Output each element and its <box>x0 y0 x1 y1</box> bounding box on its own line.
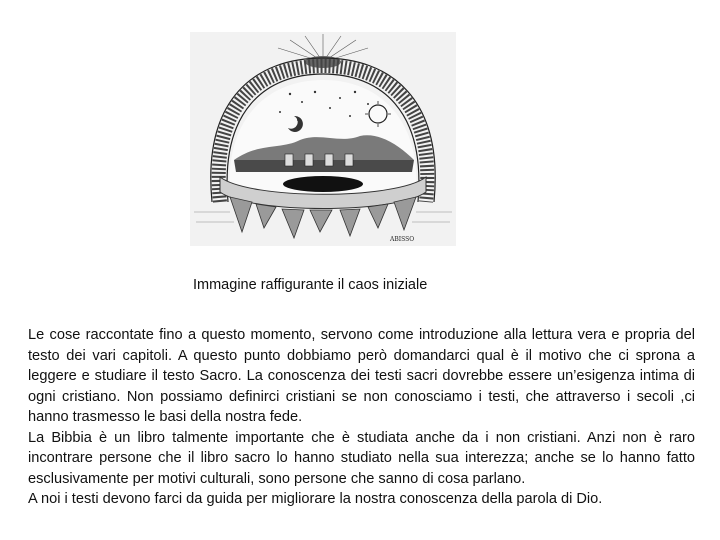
paragraph-2: La Bibbia è un libro talmente importante che è studiata anche da i non cristiani. Anzi non è raro incontrare persone che il libro sacro lo hanno studiato nella sua interezza; anche se lo hanno fatto esclusivamente per motivi culturali, sono persone che sanno di cosa parlano. <box>28 429 695 487</box>
paragraph-3: A noi i testi devono farci da guida per migliorare la nostra conoscenza della parola di Dio. <box>28 491 603 507</box>
engraving-inscription: ABISSO <box>390 236 415 243</box>
body-text <box>28 325 695 510</box>
paragraph-1: Le cose raccontate fino a questo momento, servono come introduzione alla lettura vera e propria del testo dei vari capitoli. A questo punto dobbiamo però domandarci qual è il motivo che ci sprona a leggere e studiare il testo Sacro. La conoscenza dei testi sacri dovrebbe essere un’esigenza intima di ogni cristiano. Non possiamo definirci cristiani se non conosciamo i testi, che attraverso i secoli ,ci hanno trasmesso le basi della nostra fede. <box>28 327 695 425</box>
engraving-illustration <box>190 32 456 246</box>
figure-caption: Immagine raffigurante il caos iniziale <box>193 277 428 293</box>
cosmos-engraving-image <box>190 32 456 246</box>
